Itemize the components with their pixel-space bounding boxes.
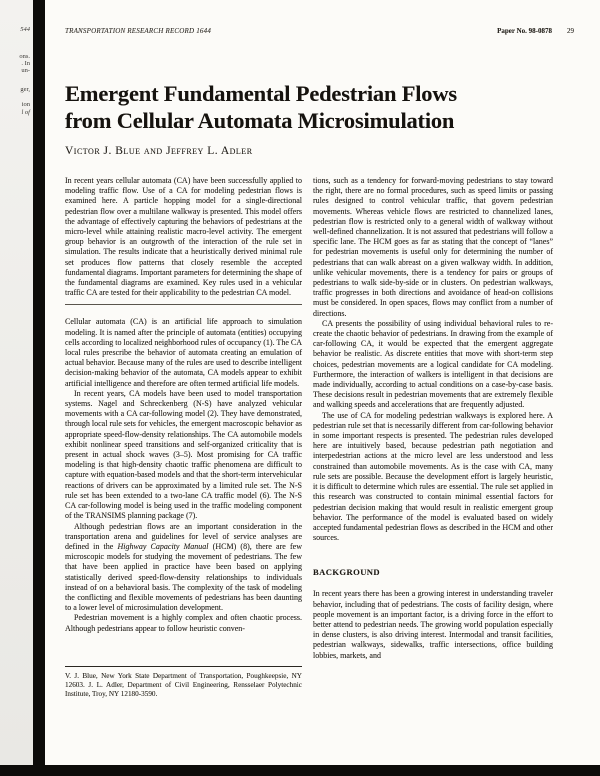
paragraph-part: Although pedestrian flows are an important consideration in the transportation arena and guidelines for level of service analyses are defined in the [65, 521, 302, 551]
article-title-line1: Emergent Fundamental Pedestrian Flows [65, 81, 457, 106]
paragraph-part: (HCM) (8), there are few microscopic models for studying the movement of pedestrians. The few that have been applied in practice have been based on applying statistically derived speed-flow-density relationships to individuals instead of on a behavioral basis. The complexity of the task of modeling the conflicting and flexible movements of pedestrians has been daunting to a lower level of microsimulation development. [65, 541, 302, 613]
paragraph-ca-transport: In recent years, CA models have been used to model transportation systems. Nagel and Schreckenberg (N-S) have analyzed vehicular movements with a CA car-following model (2). They have demonstrated, through local rule sets for vehicles, the emergent macroscopic behavior as appropriate speed-flow-density relationships. The CA automobile models exhibit nonlinear speed transitions and self-organized criticality that is present in actual shock waves (3–5). Most promising for CA traffic modeling is that high-density chaotic traffic phenomena are difficult to capture with equation-based models and that the short-term intervehicular reactions of drivers can be approximated by a limited rule set. The N-S rule set has been extended to a two-lane CA traffic model (6). The N-S CA car-following model is being used in the traffic modeling component of the TRANSIMS planning package (7). [65, 388, 302, 521]
journal-title: TRANSPORTATION RESEARCH RECORD 1644 [65, 27, 212, 35]
header-right [497, 27, 574, 35]
left-column [65, 176, 302, 634]
paragraph-background: In recent years there has been a growing interest in understanding traveler behavior, including that of pedestrians. The costs of facility design, where people movement is an important factor, is a driving force in the effort to better attend to pedestrian needs. The growing world population especially in dense clusters, is also driving interest. Intermodal and transit facilities, pedestrian walkways, sidewalks, traffic intersections, office building lobbies, markets, and [313, 589, 553, 660]
footnote-rule [65, 666, 302, 667]
right-column [313, 176, 553, 661]
author-affiliation-footnote: V. J. Blue, New York State Department of Transportation, Poughkeepsie, NY 12603. J. L. Adler, Department of Civil Engineering, Rensselaer Polytechnic Institute, Troy, NY 12180-3590. [65, 672, 302, 699]
paper-page [45, 0, 600, 765]
hcm-italic-title: Highway Capacity Manual [117, 541, 209, 551]
footnote-block [65, 666, 302, 700]
running-header [65, 27, 574, 35]
margin-text-fragment: un- [21, 67, 30, 74]
margin-text-fragment: . In [21, 60, 30, 67]
background-section-heading: BACKGROUND [313, 567, 381, 578]
book-spine-bar [33, 0, 45, 765]
margin-text-fragment: l of [21, 109, 30, 116]
paragraph-rule-set: The use of CA for modeling pedestrian walkways is explored here. A pedestrian rule set that is necessarily different from car-following behavior in some important respects is presented. The pedestrian rules developed here are intuitively based, because pedestrian path negotiation and interpedestrian actions at the micro level are less understood and less constrained than automobile movements. As is the case with CA, many rule sets are possible. Because the development effort is largely heuristic, it is difficult to determine which rules are essential. The rule set applied in this research was constructed to contain minimal essential factors for pedestrian decision making that would result in realistic emergent group behavior. The performance of the model is evaluated based on widely accepted fundamental pedestrian flows as described in the HCM and other sources. [313, 410, 553, 543]
margin-text-fragment: ons. [19, 53, 30, 60]
page-number: 29 [567, 27, 574, 35]
abstract-divider-rule [65, 304, 302, 305]
paragraph-continuation: tions, such as a tendency for forward-moving pedestrians to stay toward the right, there are no formal procedures, such as speed limits or passing rules designed to control vehicular traffic, that govern pedestrian movements. Whereas vehicle flows are restricted to channelized lanes, pedestrian flow is restricted only to a general width of walkway without well-defined channelization. It is not assured that pedestrians will follow a specific lane. The HCM goes as far as stating that the concept of “lanes” for pedestrian movements is useful only for determining the number of pedestrians that can walk abreast on a given walkway width. In addition, unlike vehicular movements, there is a tendency for pairs or groups of pedestrians to walk side-by-side or in clusters. On pedestrian walkways, traffic progresses in both directions and avoidance of head-on collisions must be considered. In open spaces, flows may conflict from a number of directions. [313, 176, 553, 318]
authors-line: Victor J. Blue and Jeffrey L. Adler [65, 145, 253, 157]
paragraph-pedestrian-movement: Pedestrian movement is a highly complex and often chaotic process. Although pedestrians appear to follow heuristic conven- [65, 613, 302, 633]
article-title-line2: from Cellular Automata Microsimulation [65, 107, 455, 133]
margin-text-fragment: 544 [20, 26, 30, 33]
article-title [65, 81, 585, 134]
paragraph-intro-ca: Cellular automata (CA) is an artificial life approach to simulation modeling. It is named after the principle of automata (entities) occupying cells according to localized neighborhood rules of occupancy (1). The CA local rules prescribe the behavior of automata creating an emulation of actual behavior. Because many of the rules are used to describe intelligent decision-making behavior of the automata, CA models appear to exhibit artificial intelligence and therefore are often termed artificial life models. [65, 317, 302, 388]
paragraph-ca-possibility: CA presents the possibility of using individual behavioral rules to re-create the chaotic behavior of pedestrians. In drawing from the example of car-following CA, it would be expected that the emergent aggregate behavior be realistic. As discrete entities that move with short-term step choices, pedestrian movements are a logical candidate for CA modeling. Furthermore, the interaction of walkers is intelligent in that decisions are made individually, according to actual conditions on a case-by-case basis. These decisions result in pedestrian movements that are extremely flexible and walking speeds and accelerations that are frequently adjusted. [313, 318, 553, 410]
bottom-scan-bar [0, 765, 600, 776]
margin-text-fragment: ger, [20, 86, 30, 93]
facing-page-edge [0, 0, 33, 765]
paper-number: Paper No. 98-0878 [497, 27, 552, 35]
left-column-body [65, 317, 302, 633]
abstract: In recent years cellular automata (CA) have been successfully applied to modeling traffic flow. Use of a CA for modeling pedestrian flows is examined here. A particle hopping model for a single-directional pedestrian flow over a multilane walkway is presented. This model offers the advantage of effectively capturing the behaviors of pedestrians at the micro-level while attaining realistic macro-level activity. The emergent group behavior is an outgrowth of the interaction of the rule set in simulation. The results indicate that a heuristically derived minimal rule set produces flow patterns that closely resemble the accepted fundamental diagrams. Important parameters for determining the shape of the fundamental diagrams are examined. Key rules used in a vehicular traffic CA are tested for their applicability to the pedestrian CA model. [65, 176, 302, 298]
paragraph-pedestrian-flows [65, 522, 302, 614]
margin-text-fragment: ion [21, 101, 30, 108]
